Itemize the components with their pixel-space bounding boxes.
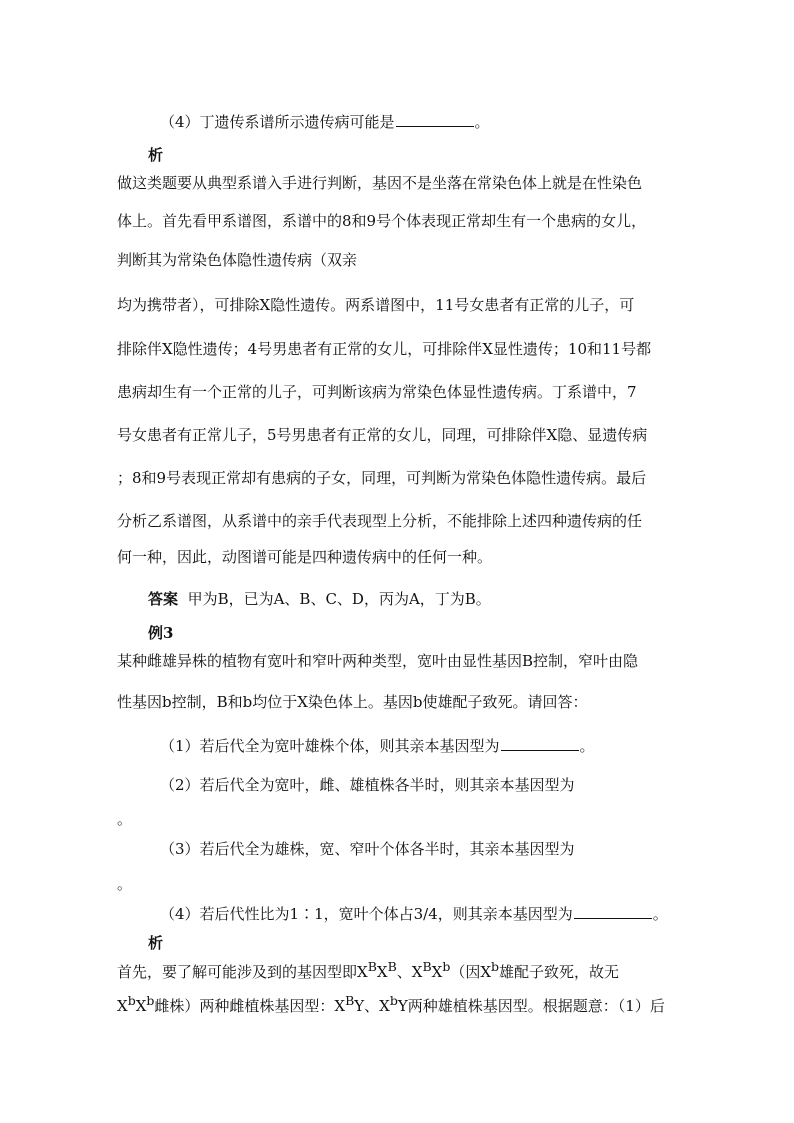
example-3-line-2: 性基因b控制，B和b均位于X染色体上。基因b使雄配子致死。请回答：: [117, 693, 588, 711]
example-3-line-1: 某种雌雄异株的植物有宽叶和窄叶两种类型，宽叶由显性基因B控制，窄叶由隐: [117, 652, 639, 670]
answer-blank[interactable]: [574, 904, 652, 919]
analysis-label-1: 析: [148, 146, 164, 164]
answer-label: 答案: [148, 590, 179, 608]
example-3-question-3: （3）若后代全为雄株，宽、窄叶个体各半时，其亲本基因型为: [160, 840, 575, 858]
analysis-1-line-10: 何一种，因此，动图谱可能是四种遗传病中的任何一种。: [117, 548, 493, 566]
example-3-question-4-text: （4）若后代性比为1∶1，宽叶个体占3/4，则其亲本基因型为: [160, 905, 573, 923]
example-3-question-3-end: 。: [117, 875, 133, 893]
analysis-1-line-9: 分析乙系谱图，从系谱中的亲手代表现型上分析，不能排除上述四种遗传病的任: [117, 512, 643, 530]
example-3-question-1-text: （1）若后代全为宽叶雄株个体，则其亲本基因型为: [160, 737, 500, 755]
text-run: 雄配子致死，故无: [499, 963, 620, 981]
text-run: 雌株）两种雌植株基因型：X: [154, 997, 346, 1015]
superscript: B: [367, 959, 377, 974]
superscript: B: [387, 959, 397, 974]
analysis-1-line-6: 患病却生有一个正常的儿子，可判断该病为常染色体显性遗传病。丁系谱中，7: [117, 383, 637, 401]
text-run: X: [117, 997, 128, 1015]
analysis-1-line-7: 号女患者有正常儿子，5号男患者有正常的女儿，同理，可排除伴X隐、显遗传病: [117, 426, 648, 444]
question-4-text: （4）丁遗传系谱所示遗传病可能是: [160, 113, 395, 131]
answer-text: 甲为B，已为A、B、C、D，丙为A，丁为B。: [187, 590, 491, 608]
text-run: 首先，要了解可能涉及到的基因型即X: [117, 963, 368, 981]
analysis-1-line-8: ；8和9号表现正常却有患病的子女，同理，可判断为常染色体隐性遗传病。最后: [117, 469, 647, 487]
question-4-end: 。: [474, 113, 490, 131]
text-run: 、X: [396, 963, 423, 981]
answer-line: [148, 590, 491, 608]
superscript: b: [146, 993, 155, 1008]
analysis-2-line-2: [117, 992, 665, 1015]
analysis-label-2: 析: [148, 934, 164, 952]
superscript: b: [442, 959, 451, 974]
analysis-1-line-5: 排除伴X隐性遗传；4号男患者有正常的女儿，可排除伴X显性遗传；10和11号都: [117, 340, 652, 358]
analysis-1-line-3: 判断其为常染色体隐性遗传病（双亲: [117, 251, 358, 269]
text-run: Y、X: [354, 997, 390, 1015]
analysis-1-line-2: 体上。首先看甲系谱图，系谱中的8和9号个体表现正常却生有一个患病的女儿，: [117, 212, 647, 230]
example-3-label: 例3: [148, 624, 174, 642]
example-3-question-4-end: 。: [652, 905, 668, 923]
analysis-1-line-4: 均为携带者），可排除X隐性遗传。两系谱图中，11号女患者有正常的儿子，可: [117, 296, 635, 314]
analysis-1-line-1: 做这类题要从典型系谱入手进行判断，基因不是坐落在常染色体上就是在性染色: [117, 174, 643, 192]
text-run: X: [135, 997, 147, 1015]
superscript: b: [389, 993, 398, 1008]
text-run: X: [376, 963, 388, 981]
superscript: b: [127, 993, 136, 1008]
analysis-2-line-1: [117, 958, 619, 981]
answer-blank[interactable]: [501, 736, 579, 751]
example-3-question-1: [160, 736, 595, 755]
text-run: X: [431, 963, 443, 981]
text-run: Y两种雄植株基因型。根据题意：（1）后: [397, 997, 665, 1015]
example-3-question-2-end: 。: [117, 810, 133, 828]
superscript: b: [491, 959, 500, 974]
superscript: B: [422, 959, 432, 974]
superscript: B: [345, 993, 355, 1008]
example-3-question-4: [160, 904, 668, 923]
answer-blank[interactable]: [396, 112, 474, 127]
text-run: （因X: [450, 963, 492, 981]
example-3-question-1-end: 。: [579, 737, 595, 755]
example-3-question-2: （2）若后代全为宽叶，雌、雄植株各半时，则其亲本基因型为: [160, 776, 575, 794]
question-4-line: [160, 112, 490, 131]
